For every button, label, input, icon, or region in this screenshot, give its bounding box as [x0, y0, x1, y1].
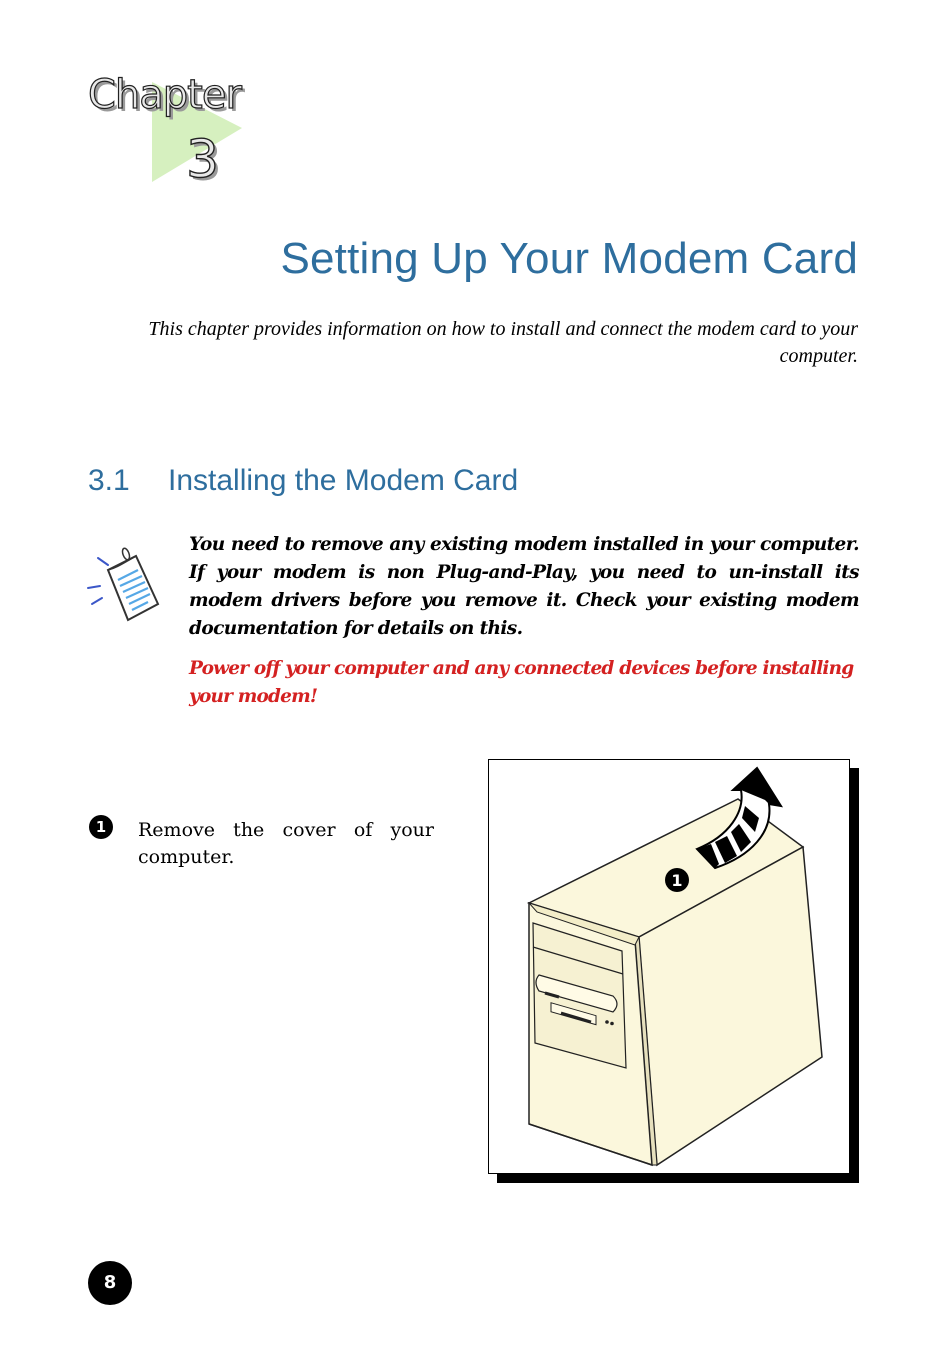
section-title: Installing the Modem Card	[168, 464, 519, 497]
chapter-intro: This chapter provides information on how to install and connect the modem card to your computer.	[148, 318, 858, 367]
note-paper-icon	[86, 546, 172, 628]
figure-callout-number: 1	[671, 871, 683, 890]
chapter-label: Chapter	[88, 72, 241, 118]
step-number-badge: 1	[89, 815, 113, 839]
page-number: 8	[88, 1261, 132, 1305]
warning-text: Power off your computer and any connected devices before installing your modem!	[189, 658, 854, 707]
figure-frame	[488, 759, 850, 1174]
section-number: 3.1	[88, 464, 130, 497]
page-title: Setting Up Your Modem Card	[280, 234, 858, 283]
chapter-number: 3	[186, 130, 220, 190]
section-heading	[88, 464, 518, 498]
step-text: Remove the cover of your computer.	[138, 819, 434, 868]
note-text: You need to remove any existing modem installed in your computer. If your modem is non Plug-and-Play, you need to un-install its modem drivers before you remove it. Check your existing modem documentation for details on this.	[189, 534, 859, 639]
computer-case-illustration	[489, 760, 849, 1173]
